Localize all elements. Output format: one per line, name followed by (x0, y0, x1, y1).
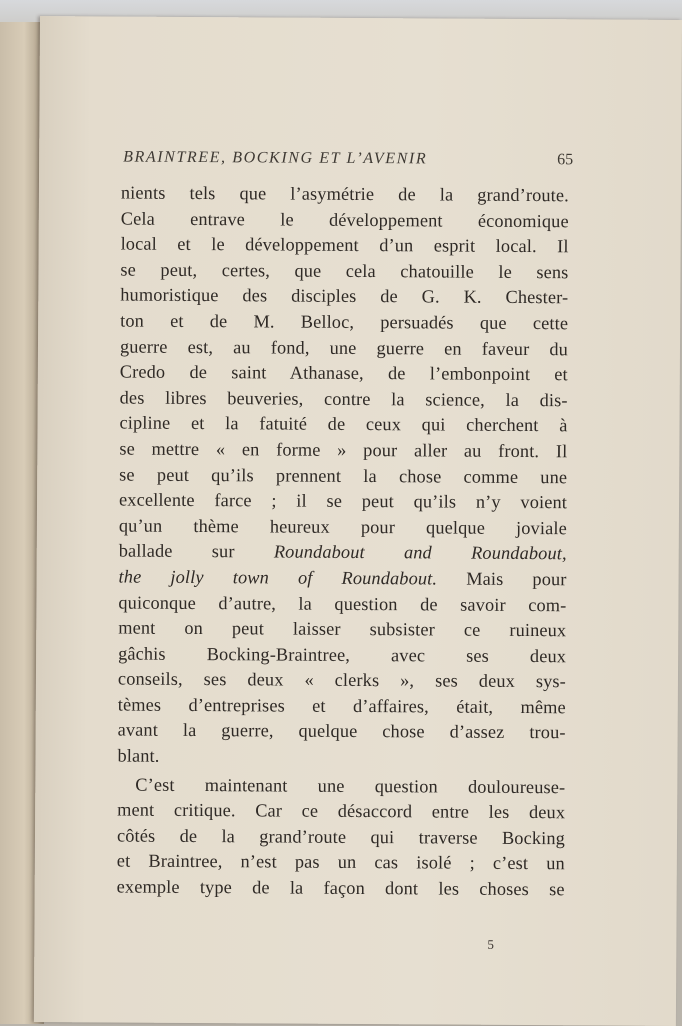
text-line: C’est maintenant une question douloureuse- (135, 774, 566, 797)
italic-title: the jolly town of Roundabout. (118, 566, 438, 589)
text-line: et Braintree, n’est pas un cas isolé ; c’est un (116, 850, 565, 874)
text-line: se peut qu’ils prennent la chose comme une (119, 464, 568, 487)
text-line: qu’un thème heureux pour quelque joviale (118, 515, 567, 538)
text-line: se mettre « en forme » pour aller au front. Il (119, 438, 568, 462)
page-header (123, 149, 573, 176)
text-line-with-italic-title (119, 564, 567, 592)
text-line: tèmes d’entreprises et d’affaires, était, même (117, 694, 566, 718)
text-line: nients tels que l’asymétrie de la grand’route. (120, 182, 569, 206)
text-segment: ballade sur (118, 540, 274, 562)
text-line: des libres beuveries, contre la science, la dis- (119, 387, 568, 411)
text-line: conseils, ses deux « clerks », ses deux sys- (117, 668, 567, 692)
text-line: guerre est, au fond, une guerre en faveur du (119, 336, 569, 359)
text-line: ment on peut laisser subsister ce ruineux (118, 617, 567, 641)
text-line: ment critique. Car ce désaccord entre les deux (117, 799, 566, 823)
text-line: gâchis Bocking-Braintree, avec ses deux (118, 643, 567, 666)
text-line: avant la guerre, quelque chose d’assez trou- (117, 719, 566, 743)
text-line: blant. (117, 745, 160, 766)
text-segment: Mais pour (437, 568, 567, 590)
signature-mark: 5 (487, 936, 494, 952)
body-text (117, 181, 569, 903)
text-line: excellente farce ; il se peut qu’ils n’y voient (118, 489, 568, 513)
text-line: exemple type de la façon dont les choses se (116, 876, 565, 900)
text-line: local et le développement d’un esprit local. Il (120, 233, 569, 257)
running-head: BRAINTREE, BOCKING ET L’AVENIR (123, 148, 428, 168)
text-line: Credo de saint Athanase, de l’embonpoint et (119, 361, 568, 385)
text-line: se peut, certes, que cela chatouille le sens (120, 259, 569, 283)
page-number: 65 (557, 151, 574, 169)
text-line: ton et de M. Belloc, persuadés que cette (120, 310, 569, 334)
book-page (34, 16, 682, 1026)
text-line: côtés de la grand’route qui traverse Bocking (116, 825, 566, 849)
italic-title: Roundabout and Roundabout, (273, 541, 567, 564)
text-line: quiconque d’autre, la question de savoir com- (118, 592, 567, 615)
text-line: humoristique des disciples de G. K. Chester- (120, 284, 569, 308)
text-line: Cela entrave le développement économique (120, 208, 569, 231)
text-line-with-italic-title (119, 539, 567, 567)
text-line: cipline et la fatuité de ceux qui cherchent à (119, 412, 568, 436)
